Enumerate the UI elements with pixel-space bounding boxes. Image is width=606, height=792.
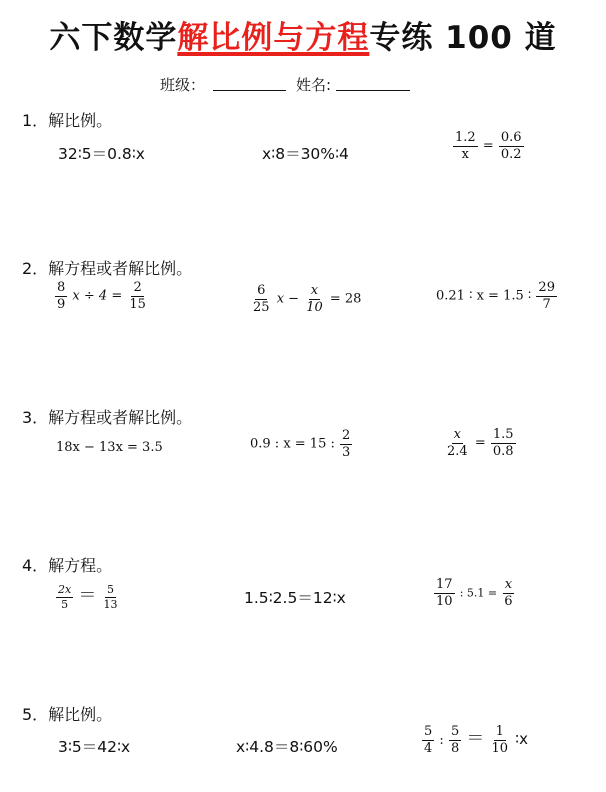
s1-problem-3: $\frac{1.2}{x}$ = $\frac{0.6}{0.2}$ <box>455 130 522 162</box>
s1-problem-2: x∶8＝30%∶4 <box>262 145 349 163</box>
s4-problem-3: $\frac{17}{10}$ : 5.1 = $\frac{x}{6}$ <box>436 577 513 609</box>
s5-problem-2: x∶4.8＝8∶60% <box>236 738 338 756</box>
s2-problem-1: $\frac{8}{9}$ x ÷ 4 = $\frac{2}{15}$ <box>57 280 146 312</box>
s1-problem-1: 32∶5＝0.8∶x <box>58 145 145 163</box>
section-4-heading: 4．解方程。 <box>22 556 113 575</box>
section-5-heading: 5．解比例。 <box>22 705 113 724</box>
s3-problem-2: 0.9 : x = 15 : $\frac{2}{3}$ <box>250 428 351 460</box>
s3-problem-1: 18x − 13x = 3.5 <box>56 440 163 455</box>
s3-problem-3: $\frac{x}{2.4}$ = $\frac{1.5}{0.8}$ <box>447 427 514 459</box>
s4-problem-1: $\frac{2x}{5}$ ＝ $\frac{5}{13}$ <box>58 583 118 611</box>
class-label: 班级： <box>160 76 206 94</box>
title-prefix: 六下数学 <box>49 20 178 56</box>
s5-problem-3: $\frac{5}{4}$ : $\frac{5}{8}$ ＝ $\frac{1}{10}$ ∶x <box>424 724 528 756</box>
title-highlight: 解比例与方程 <box>177 20 370 56</box>
section-3-heading: 3．解方程或者解比例。 <box>22 408 193 427</box>
section-2-heading: 2．解方程或者解比例。 <box>22 259 193 278</box>
page-title <box>0 12 606 57</box>
s2-problem-2: $\frac{6}{25}$ x − $\frac{x}{10}$ = 28 <box>253 283 362 315</box>
s5-problem-1: 3∶5＝42∶x <box>58 738 131 756</box>
name-label: 姓名: <box>296 76 332 94</box>
title-suffix: 专练 100 道 <box>369 20 557 56</box>
s2-problem-3: 0.21 ∶ x = 1.5 ∶ $\frac{29}{7}$ <box>436 280 555 312</box>
section-1-heading: 1．解比例。 <box>22 111 113 130</box>
class-blank[interactable] <box>213 90 286 91</box>
name-blank[interactable] <box>336 90 410 91</box>
s4-problem-2: 1.5∶2.5＝12∶x <box>244 589 346 607</box>
